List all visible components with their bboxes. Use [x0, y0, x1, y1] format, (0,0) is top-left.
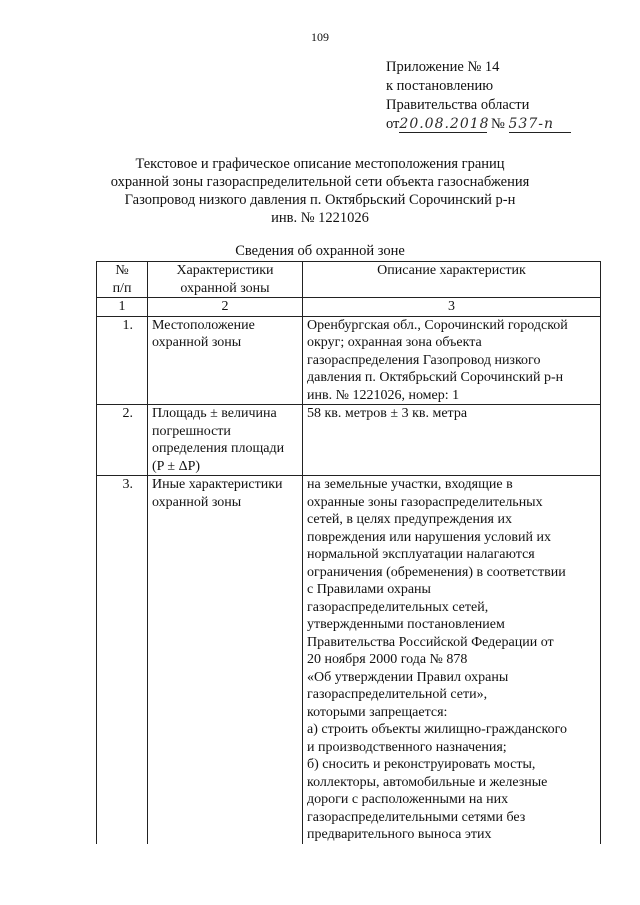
row-number: 1. [97, 316, 148, 405]
handwritten-date: 20.08.2018 [399, 116, 490, 132]
row-number: 2. [97, 405, 148, 476]
title-line-1: Текстовое и графическое описание местоположения границ [135, 156, 505, 172]
header-number: № п/п [97, 262, 148, 298]
appendix-line-2: к постановлению [386, 78, 494, 94]
row-characteristic: Площадь ± величина погрешности определения площади (P ± ΔP) [148, 405, 303, 476]
date-prefix: от [386, 116, 400, 132]
document-title [0, 155, 640, 227]
header-characteristic: Характеристики охранной зоны [148, 262, 303, 298]
row-description: на земельные участки, входящие в охранные зоны газораспределительных сетей, в целях предупреждения их повреждения или нарушения условий их нормальной эксплуатации налагаются ограничения (обременения) в соответствии с Правилами охраны газораспределительных сетей, утвержденными постановлением Правительства Российской Федерации от 20 ноября 2000 года № 878 «Об утверждении Правил охраны газораспределительной сети», которыми запрещается: а) строить объекты жилищно-гражданского и производственного назначения; б) сносить и реконструировать мосты, коллекторы, автомобильные и железные дороги с расположенными на них газораспределительными сетями без предварительного выноса этих [303, 476, 601, 844]
row-characteristic: Местоположение охранной зоны [148, 316, 303, 405]
appendix-line-3: Правительства области [386, 97, 530, 113]
protection-zone-table [96, 261, 601, 844]
table-row [97, 405, 601, 476]
title-line-4: инв. № 1221026 [271, 210, 369, 226]
index-cell: 3 [303, 298, 601, 317]
index-cell: 1 [97, 298, 148, 317]
handwritten-number: 537-п [509, 117, 571, 133]
table-header-row [97, 262, 601, 298]
appendix-block [386, 58, 571, 134]
appendix-date-line [386, 115, 571, 134]
row-description: 58 кв. метров ± 3 кв. метра [303, 405, 601, 476]
number-prefix: № [491, 116, 505, 132]
row-description: Оренбургская обл., Сорочинский городской округ; охранная зона объекта газораспределения Газопровод низкого давления п. Октябрьский Сорочинский р-н инв. № 1221026, номер: 1 [303, 316, 601, 405]
table-row [97, 316, 601, 405]
title-line-3: Газопровод низкого давления п. Октябрьский Сорочинский р-н [124, 192, 516, 208]
row-number: 3. [97, 476, 148, 844]
appendix-line-1: Приложение № 14 [386, 59, 500, 75]
page-number: 109 [311, 30, 329, 44]
index-cell: 2 [148, 298, 303, 317]
table-index-row [97, 298, 601, 317]
table-caption: Сведения об охранной зоне [235, 243, 405, 259]
row-characteristic: Иные характеристики охранной зоны [148, 476, 303, 844]
header-description: Описание характеристик [303, 262, 601, 298]
title-line-2: охранной зоны газораспределительной сети объекта газоснабжения [110, 174, 530, 190]
table-row [97, 476, 601, 844]
